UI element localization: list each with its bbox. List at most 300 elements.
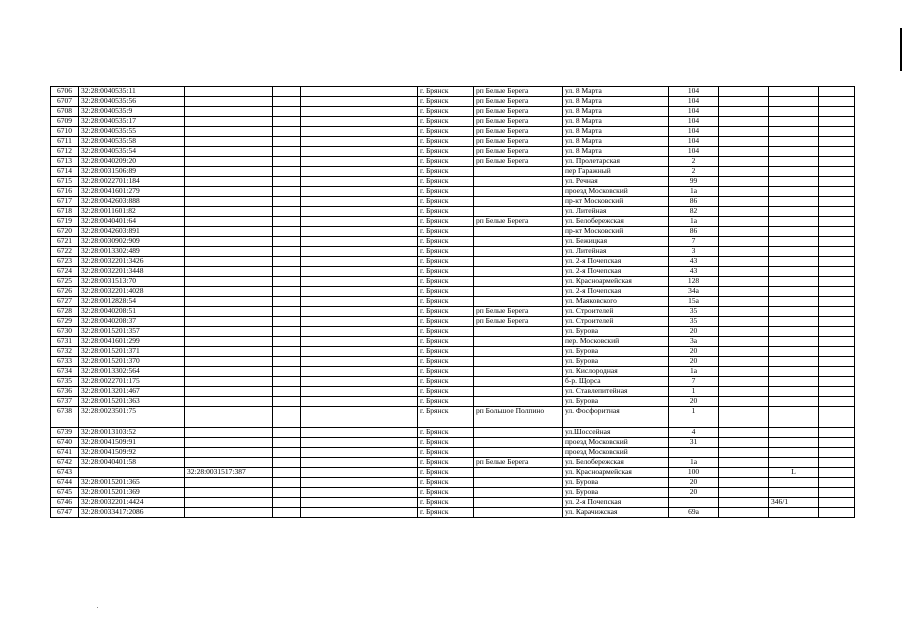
row-number-cell: 6747	[51, 508, 79, 518]
house-extra-cell	[769, 458, 819, 468]
house-extra-cell	[769, 207, 819, 217]
settlement-cell: рп Белые Берега	[474, 307, 563, 317]
house-number-cell: 104	[669, 107, 719, 117]
cadastral-number-alt-cell	[185, 277, 273, 287]
table-row	[51, 207, 855, 217]
street-cell: ул. Литейная	[563, 207, 669, 217]
settlement-cell	[474, 247, 563, 257]
table-row	[51, 387, 855, 397]
empty-cell-cell	[819, 317, 855, 327]
empty-cell-cell	[819, 488, 855, 498]
cadastral-number-alt-cell	[185, 117, 273, 127]
empty-cell-cell	[819, 377, 855, 387]
page-edge-mark	[900, 28, 902, 71]
row-number-cell: 6708	[51, 107, 79, 117]
city-cell: г. Брянск	[418, 377, 474, 387]
house-extra-cell	[769, 177, 819, 187]
street-cell: ул. Кислородная	[563, 367, 669, 377]
house-extra-cell	[769, 478, 819, 488]
house-number-cell: 20	[669, 488, 719, 498]
street-cell: ул. Белобережская	[563, 217, 669, 227]
city-cell: г. Брянск	[418, 357, 474, 367]
empty-cell-cell	[719, 157, 769, 167]
empty-cell-cell	[273, 438, 301, 448]
table-row	[51, 448, 855, 458]
cadastral-number-cell: 32:28:0041509:91	[79, 438, 185, 448]
city-cell: г. Брянск	[418, 147, 474, 157]
settlement-cell	[474, 237, 563, 247]
cadastral-number-alt-cell	[185, 137, 273, 147]
empty-cell-cell	[301, 237, 418, 247]
city-cell: г. Брянск	[418, 448, 474, 458]
empty-cell-cell	[719, 127, 769, 137]
city-cell: г. Брянск	[418, 157, 474, 167]
cadastral-number-cell: 32:28:0040208:37	[79, 317, 185, 327]
empty-cell-cell	[273, 387, 301, 397]
table-row	[51, 127, 855, 137]
empty-cell-cell	[273, 337, 301, 347]
empty-cell-cell	[301, 488, 418, 498]
cadastral-number-alt-cell	[185, 247, 273, 257]
house-extra-cell	[769, 357, 819, 367]
empty-cell-cell	[719, 387, 769, 397]
street-cell: ул. 2-я Почепская	[563, 498, 669, 508]
empty-cell-cell	[301, 157, 418, 167]
empty-cell-cell	[301, 367, 418, 377]
empty-cell-cell	[273, 327, 301, 337]
table-row	[51, 87, 855, 97]
empty-cell-cell	[819, 267, 855, 277]
empty-cell-cell	[819, 307, 855, 317]
row-number-cell: 6731	[51, 337, 79, 347]
empty-cell-cell	[301, 207, 418, 217]
empty-cell-cell	[719, 377, 769, 387]
empty-cell-cell	[273, 468, 301, 478]
settlement-cell	[474, 448, 563, 458]
empty-cell-cell	[301, 87, 418, 97]
table-row	[51, 277, 855, 287]
city-cell: г. Брянск	[418, 207, 474, 217]
row-number-cell: 6741	[51, 448, 79, 458]
cadastral-number-alt-cell	[185, 498, 273, 508]
settlement-cell	[474, 478, 563, 488]
settlement-cell	[474, 197, 563, 207]
empty-cell-cell	[273, 297, 301, 307]
city-cell: г. Брянск	[418, 508, 474, 518]
house-number-cell: 7	[669, 377, 719, 387]
house-extra-cell	[769, 438, 819, 448]
empty-cell-cell	[719, 267, 769, 277]
city-cell: г. Брянск	[418, 498, 474, 508]
cadastral-number-cell: 32:28:0013302:564	[79, 367, 185, 377]
house-extra-cell	[769, 227, 819, 237]
street-cell: б-р. Щорса	[563, 377, 669, 387]
street-cell: ул. Карачижская	[563, 508, 669, 518]
settlement-cell: рп Белые Берега	[474, 117, 563, 127]
empty-cell-cell	[301, 97, 418, 107]
street-cell: ул. Речная	[563, 177, 669, 187]
empty-cell-cell	[301, 357, 418, 367]
cadastral-number-cell: 32:28:0015201:357	[79, 327, 185, 337]
street-cell: ул. Бурова	[563, 397, 669, 407]
empty-cell-cell	[301, 187, 418, 197]
cadastral-number-cell: 32:28:0012828:54	[79, 297, 185, 307]
street-cell: ул. Литейная	[563, 247, 669, 257]
street-cell: пер Гаражный	[563, 167, 669, 177]
row-number-cell: 6724	[51, 267, 79, 277]
street-cell: ул. Пролетарская	[563, 157, 669, 167]
city-cell: г. Брянск	[418, 337, 474, 347]
empty-cell-cell	[719, 327, 769, 337]
row-number-cell: 6726	[51, 287, 79, 297]
street-cell: проезд Московский	[563, 438, 669, 448]
house-number-cell: 99	[669, 177, 719, 187]
scan-speck	[97, 607, 98, 608]
city-cell: г. Брянск	[418, 237, 474, 247]
city-cell: г. Брянск	[418, 387, 474, 397]
house-number-cell: 20	[669, 397, 719, 407]
row-number-cell: 6737	[51, 397, 79, 407]
row-number-cell: 6729	[51, 317, 79, 327]
empty-cell-cell	[273, 498, 301, 508]
cadastral-number-alt-cell	[185, 147, 273, 157]
empty-cell-cell	[273, 448, 301, 458]
empty-cell-cell	[273, 217, 301, 227]
row-number-cell: 6736	[51, 387, 79, 397]
settlement-cell	[474, 468, 563, 478]
empty-cell-cell	[301, 217, 418, 227]
empty-cell-cell	[301, 257, 418, 267]
empty-cell-cell	[819, 147, 855, 157]
empty-cell-cell	[719, 247, 769, 257]
cadastral-number-cell: 32:28:0040208:51	[79, 307, 185, 317]
house-number-cell: 86	[669, 227, 719, 237]
house-extra-cell	[769, 508, 819, 518]
empty-cell-cell	[819, 458, 855, 468]
city-cell: г. Брянск	[418, 177, 474, 187]
cadastral-number-cell: 32:28:0042603:891	[79, 227, 185, 237]
cadastral-number-cell: 32:28:0040535:11	[79, 87, 185, 97]
house-number-cell: 7	[669, 237, 719, 247]
row-number-cell: 6745	[51, 488, 79, 498]
empty-cell-cell	[719, 438, 769, 448]
empty-cell-cell	[273, 157, 301, 167]
house-extra-cell	[769, 407, 819, 428]
registry-table	[50, 86, 855, 518]
row-number-cell: 6746	[51, 498, 79, 508]
empty-cell-cell	[819, 187, 855, 197]
house-extra-cell	[769, 337, 819, 347]
empty-cell-cell	[819, 468, 855, 478]
cadastral-number-alt-cell	[185, 87, 273, 97]
house-number-cell: 86	[669, 197, 719, 207]
street-cell: ул. Ставлепитейная	[563, 387, 669, 397]
settlement-cell	[474, 347, 563, 357]
empty-cell-cell	[273, 247, 301, 257]
cadastral-number-alt-cell	[185, 307, 273, 317]
row-number-cell: 6709	[51, 117, 79, 127]
empty-cell-cell	[719, 297, 769, 307]
empty-cell-cell	[273, 177, 301, 187]
house-number-cell: 104	[669, 147, 719, 157]
empty-cell-cell	[819, 397, 855, 407]
empty-cell-cell	[719, 87, 769, 97]
empty-cell-cell	[719, 277, 769, 287]
house-extra-cell	[769, 317, 819, 327]
cadastral-number-cell: 32:28:0031513:70	[79, 277, 185, 287]
settlement-cell	[474, 297, 563, 307]
empty-cell-cell	[273, 367, 301, 377]
table-row	[51, 468, 855, 478]
empty-cell-cell	[719, 287, 769, 297]
table-row	[51, 237, 855, 247]
house-extra-cell	[769, 137, 819, 147]
city-cell: г. Брянск	[418, 197, 474, 207]
city-cell: г. Брянск	[418, 87, 474, 97]
cadastral-number-alt-cell	[185, 237, 273, 247]
cadastral-number-alt-cell	[185, 508, 273, 518]
empty-cell-cell	[301, 448, 418, 458]
row-number-cell: 6719	[51, 217, 79, 227]
house-extra-cell	[769, 257, 819, 267]
house-extra-cell	[769, 147, 819, 157]
house-extra-cell	[769, 307, 819, 317]
empty-cell-cell	[819, 247, 855, 257]
house-extra-cell	[769, 127, 819, 137]
street-cell: ул. Белобережская	[563, 458, 669, 468]
settlement-cell	[474, 438, 563, 448]
cadastral-number-alt-cell	[185, 387, 273, 397]
cadastral-number-alt-cell	[185, 458, 273, 468]
city-cell: г. Брянск	[418, 307, 474, 317]
city-cell: г. Брянск	[418, 167, 474, 177]
row-number-cell: 6716	[51, 187, 79, 197]
empty-cell-cell	[819, 448, 855, 458]
empty-cell-cell	[719, 147, 769, 157]
cadastral-number-alt-cell	[185, 488, 273, 498]
city-cell: г. Брянск	[418, 367, 474, 377]
empty-cell-cell	[719, 107, 769, 117]
empty-cell-cell	[273, 227, 301, 237]
table-row	[51, 307, 855, 317]
empty-cell-cell	[819, 337, 855, 347]
empty-cell-cell	[819, 237, 855, 247]
empty-cell-cell	[819, 347, 855, 357]
row-number-cell: 6723	[51, 257, 79, 267]
table-row	[51, 97, 855, 107]
empty-cell-cell	[719, 468, 769, 478]
empty-cell-cell	[273, 277, 301, 287]
house-number-cell: 1а	[669, 458, 719, 468]
empty-cell-cell	[819, 287, 855, 297]
cadastral-number-alt-cell	[185, 428, 273, 438]
row-number-cell: 6711	[51, 137, 79, 147]
settlement-cell: рп Белые Берега	[474, 217, 563, 227]
empty-cell-cell	[819, 97, 855, 107]
street-cell: ул. Строителей	[563, 307, 669, 317]
empty-cell-cell	[301, 428, 418, 438]
cadastral-number-alt-cell	[185, 337, 273, 347]
cadastral-number-alt-cell	[185, 127, 273, 137]
city-cell: г. Брянск	[418, 247, 474, 257]
cadastral-number-alt-cell	[185, 347, 273, 357]
table-row	[51, 357, 855, 367]
empty-cell-cell	[819, 137, 855, 147]
empty-cell-cell	[301, 317, 418, 327]
empty-cell-cell	[819, 498, 855, 508]
city-cell: г. Брянск	[418, 227, 474, 237]
settlement-cell	[474, 387, 563, 397]
cadastral-number-alt-cell: 32:28:0031517:387	[185, 468, 273, 478]
empty-cell-cell	[819, 177, 855, 187]
settlement-cell	[474, 327, 563, 337]
cadastral-number-cell: 32:28:0031506:89	[79, 167, 185, 177]
empty-cell-cell	[719, 458, 769, 468]
cadastral-number-cell: 32:28:0040401:64	[79, 217, 185, 227]
house-number-cell: 43	[669, 267, 719, 277]
row-number-cell: 6744	[51, 478, 79, 488]
table-row	[51, 297, 855, 307]
empty-cell-cell	[719, 448, 769, 458]
cadastral-number-cell: 32:28:0041601:279	[79, 187, 185, 197]
cadastral-number-alt-cell	[185, 97, 273, 107]
empty-cell-cell	[719, 367, 769, 377]
city-cell: г. Брянск	[418, 127, 474, 137]
cadastral-number-cell: 32:28:0022701:184	[79, 177, 185, 187]
empty-cell-cell	[273, 107, 301, 117]
row-number-cell: 6738	[51, 407, 79, 428]
row-number-cell: 6732	[51, 347, 79, 357]
table-row	[51, 428, 855, 438]
empty-cell-cell	[819, 197, 855, 207]
empty-cell-cell	[273, 307, 301, 317]
empty-cell-cell	[301, 347, 418, 357]
cadastral-number-cell: 32:28:0030902:909	[79, 237, 185, 247]
cadastral-number-alt-cell	[185, 167, 273, 177]
cadastral-number-cell: 32:28:0040535:58	[79, 137, 185, 147]
row-number-cell: 6721	[51, 237, 79, 247]
table-row	[51, 438, 855, 448]
empty-cell-cell	[301, 458, 418, 468]
empty-cell-cell	[719, 347, 769, 357]
house-number-cell: 2	[669, 167, 719, 177]
city-cell: г. Брянск	[418, 297, 474, 307]
street-cell: ул. Бурова	[563, 478, 669, 488]
empty-cell-cell	[273, 97, 301, 107]
cadastral-number-cell: 32:28:0011601:82	[79, 207, 185, 217]
empty-cell-cell	[819, 217, 855, 227]
empty-cell-cell	[273, 287, 301, 297]
cadastral-number-cell: 32:28:0032201:3448	[79, 267, 185, 277]
table-row	[51, 377, 855, 387]
empty-cell-cell	[819, 257, 855, 267]
empty-cell-cell	[273, 137, 301, 147]
empty-cell-cell	[273, 347, 301, 357]
house-number-cell: 34а	[669, 287, 719, 297]
empty-cell-cell	[819, 127, 855, 137]
cadastral-number-alt-cell	[185, 357, 273, 367]
empty-cell-cell	[301, 387, 418, 397]
house-number-cell: 82	[669, 207, 719, 217]
house-extra-cell	[769, 267, 819, 277]
empty-cell-cell	[273, 357, 301, 367]
table-row	[51, 187, 855, 197]
empty-cell-cell	[301, 267, 418, 277]
row-number-cell: 6733	[51, 357, 79, 367]
settlement-cell	[474, 177, 563, 187]
empty-cell-cell	[301, 438, 418, 448]
empty-cell-cell	[273, 267, 301, 277]
house-extra-cell	[769, 387, 819, 397]
cadastral-number-cell: 32:28:0040209:20	[79, 157, 185, 167]
table-row	[51, 247, 855, 257]
house-number-cell: 20	[669, 478, 719, 488]
cadastral-number-alt-cell	[185, 107, 273, 117]
table-row	[51, 347, 855, 357]
cadastral-number-cell: 32:28:0040535:56	[79, 97, 185, 107]
empty-cell-cell	[819, 407, 855, 428]
empty-cell-cell	[273, 508, 301, 518]
empty-cell-cell	[719, 397, 769, 407]
street-cell: ул. Фосфоритная	[563, 407, 669, 428]
house-extra-cell	[769, 448, 819, 458]
city-cell: г. Брянск	[418, 117, 474, 127]
city-cell: г. Брянск	[418, 428, 474, 438]
empty-cell-cell	[719, 407, 769, 428]
house-number-cell: 128	[669, 277, 719, 287]
cadastral-number-alt-cell	[185, 377, 273, 387]
house-number-cell: 20	[669, 357, 719, 367]
empty-cell-cell	[273, 207, 301, 217]
house-extra-cell	[769, 107, 819, 117]
house-extra-cell	[769, 347, 819, 357]
settlement-cell: рп Белые Берега	[474, 317, 563, 327]
empty-cell-cell	[273, 257, 301, 267]
cadastral-number-alt-cell	[185, 267, 273, 277]
cadastral-number-alt-cell	[185, 407, 273, 428]
row-number-cell: 6734	[51, 367, 79, 377]
city-cell: г. Брянск	[418, 257, 474, 267]
house-number-cell: 43	[669, 257, 719, 267]
settlement-cell	[474, 428, 563, 438]
street-cell: ул. 2-я Почепская	[563, 257, 669, 267]
row-number-cell: 6739	[51, 428, 79, 438]
table-row	[51, 227, 855, 237]
empty-cell-cell	[719, 237, 769, 247]
table-row	[51, 267, 855, 277]
house-extra-cell	[769, 428, 819, 438]
house-extra-cell	[769, 327, 819, 337]
cadastral-number-alt-cell	[185, 287, 273, 297]
street-cell: ул. 8 Марта	[563, 97, 669, 107]
cadastral-number-cell: 32:28:0013201:467	[79, 387, 185, 397]
cadastral-number-alt-cell	[185, 438, 273, 448]
table-row	[51, 488, 855, 498]
house-number-cell: 104	[669, 117, 719, 127]
empty-cell-cell	[301, 137, 418, 147]
settlement-cell	[474, 187, 563, 197]
cadastral-number-cell: 32:28:0015201:369	[79, 488, 185, 498]
empty-cell-cell	[301, 117, 418, 127]
cadastral-number-alt-cell	[185, 257, 273, 267]
settlement-cell	[474, 498, 563, 508]
cadastral-number-alt-cell	[185, 217, 273, 227]
settlement-cell	[474, 227, 563, 237]
cadastral-number-alt-cell	[185, 327, 273, 337]
house-number-cell	[669, 498, 719, 508]
house-number-cell: 3	[669, 247, 719, 257]
table-row	[51, 327, 855, 337]
